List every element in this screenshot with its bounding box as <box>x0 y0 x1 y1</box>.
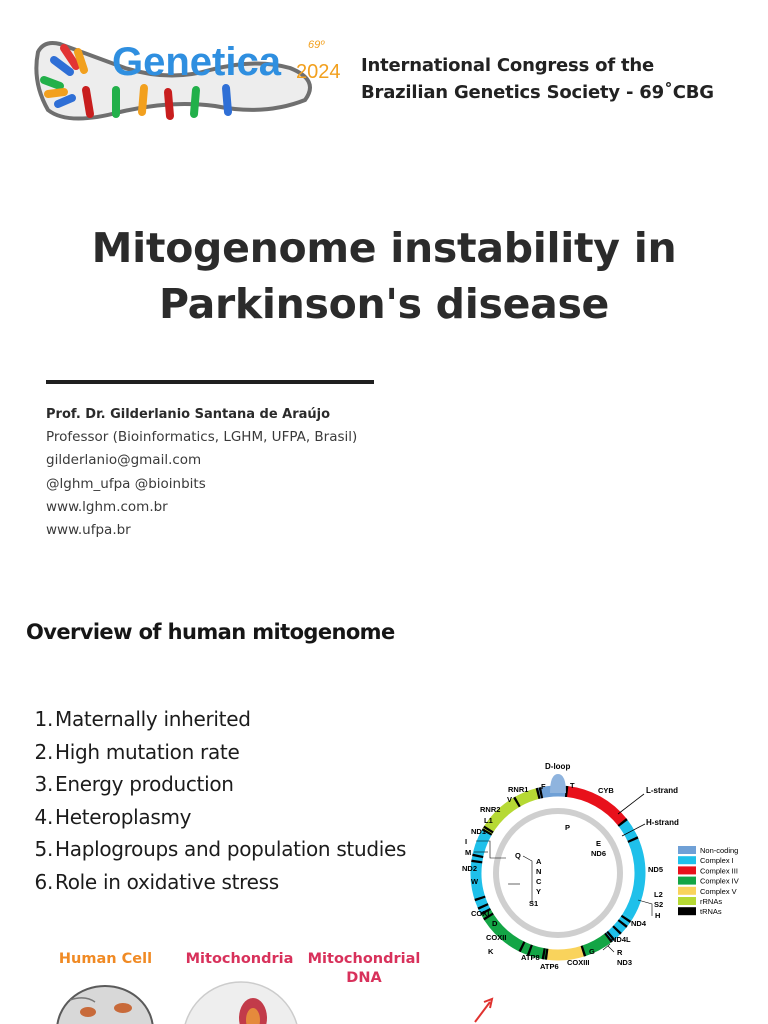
gene-label: V <box>507 795 513 804</box>
gene-label: H <box>655 911 661 920</box>
legend-label: Complex V <box>700 886 737 896</box>
trna-tick <box>486 831 487 833</box>
segment-coxiii <box>583 938 608 951</box>
divider <box>46 380 374 384</box>
author-block <box>46 403 357 542</box>
gene-label: Y <box>536 887 542 896</box>
trna-tick <box>537 793 539 794</box>
list-item <box>28 703 406 736</box>
section-title: Overview of human mitogenome <box>26 620 395 644</box>
list-item <box>28 833 406 866</box>
l-strand-label: L-strand <box>646 786 678 795</box>
trna-tick <box>632 839 633 841</box>
gene-label: L2 <box>654 890 663 899</box>
segment-atp6-atp8 <box>547 951 584 955</box>
gene-label: T <box>570 781 575 790</box>
d-loop-label: D-loop <box>545 762 571 771</box>
list-text: Heteroplasmy <box>55 804 192 829</box>
list-number: 1. <box>34 707 53 731</box>
title-line-2: Parkinson's disease <box>158 280 610 328</box>
list-number: 5. <box>34 837 53 861</box>
caption-line-2: DNA <box>346 970 382 986</box>
gene-label: I <box>465 837 468 846</box>
gene-label: M <box>465 848 472 857</box>
segment-nd5 <box>628 840 640 917</box>
congress-line-1: International Congress of the <box>361 55 655 76</box>
legend-label: tRNAs <box>700 907 722 917</box>
cell-illustrations <box>0 975 768 1024</box>
author-social[interactable]: @lghm_ufpa @bioinbits <box>46 475 206 492</box>
gene-label: D <box>492 919 498 928</box>
genetica-2024-logo <box>20 30 350 130</box>
mitochondria-illustration <box>183 982 299 1024</box>
gene-label: W <box>471 877 479 886</box>
logo-wordmark: Genetica <box>112 40 281 84</box>
legend-label: Non-coding <box>700 846 739 855</box>
caption-line-1: Mitochondrial <box>307 951 421 967</box>
author-affiliation: Professor (Bioinformatics, LGHM, UFPA, Brasil) <box>46 429 358 446</box>
l-strand-pointer <box>618 794 644 814</box>
trna-tick <box>625 918 626 920</box>
gene-label: ND1 <box>471 827 487 836</box>
author-email[interactable]: gilderlanio@gmail.com <box>46 452 202 469</box>
legend-swatch <box>678 856 696 864</box>
genome-ring <box>476 791 640 955</box>
trna-tick <box>529 950 531 951</box>
trna-tick <box>622 822 623 824</box>
gene-label: ATP6 <box>540 962 559 971</box>
legend-label: Complex I <box>700 856 734 866</box>
legend-label: Complex IV <box>700 876 739 886</box>
author-website-2[interactable]: www.ufpa.br <box>46 522 131 539</box>
gene-label: ND4L <box>611 935 631 944</box>
caption-mitochondria: Mitochondria <box>185 951 294 967</box>
segment-rnr1 <box>517 793 538 802</box>
gene-label: K <box>488 947 494 956</box>
gene-label: ND2 <box>462 864 478 873</box>
list-text: Energy production <box>55 772 234 796</box>
trna-tick <box>480 897 481 899</box>
gene-label: ATP8 <box>521 953 540 962</box>
legend-swatch <box>678 897 696 905</box>
legend-swatch <box>678 877 696 885</box>
gene-label: ND5 <box>648 865 664 874</box>
gene-label: A <box>536 857 542 866</box>
gene-label: COXII <box>486 933 507 942</box>
gene-label: COXIII <box>567 958 590 967</box>
gene-label: P <box>565 823 571 832</box>
gene-label: F <box>541 782 546 791</box>
list-item <box>28 801 406 834</box>
caption-human-cell: Human Cell <box>58 951 153 967</box>
congress-name <box>361 52 714 106</box>
list-item <box>28 866 406 899</box>
list-text: Maternally inherited <box>55 707 251 731</box>
list-text: Role in oxidative stress <box>55 869 279 894</box>
segment-nd2 <box>476 862 486 912</box>
overview-list <box>28 703 406 898</box>
author-name: Prof. Dr. Gilderlanio Santana de Araújo <box>46 407 331 422</box>
trna-tick <box>521 946 523 947</box>
h-strand-label: H-strand <box>646 818 679 827</box>
list-number: 3. <box>34 772 53 796</box>
list-number: 2. <box>34 739 53 764</box>
inner-strand <box>496 811 620 935</box>
gene-label: RNR1 <box>508 785 529 794</box>
human-cell-illustration <box>57 986 153 1024</box>
trna-tick <box>516 801 518 802</box>
segment-cyb <box>567 791 623 822</box>
title-line-1: Mitogenome instability in <box>91 224 677 272</box>
legend-label: Complex III <box>700 866 738 876</box>
gene-label: ND3 <box>617 958 633 967</box>
gene-label: COXI <box>471 909 490 918</box>
congress-line-2: Brazilian Genetics Society - 69˚CBG <box>361 82 714 103</box>
trna-tick <box>622 923 623 925</box>
gene-label: CYB <box>598 786 614 795</box>
mitogenome-map <box>448 748 758 973</box>
legend-swatch <box>678 846 696 854</box>
gene-label: ND6 <box>591 849 607 858</box>
gene-label: S2 <box>654 900 664 909</box>
gene-label: G <box>589 947 595 956</box>
gene-label: R <box>617 948 623 957</box>
legend-label: rRNAs <box>700 897 723 906</box>
gene-label: L1 <box>484 816 493 825</box>
trna-tick <box>488 829 489 831</box>
trna-tick <box>582 951 584 952</box>
legend-swatch <box>678 887 696 895</box>
logo-superscript: 69º <box>308 39 325 51</box>
trna-tick <box>608 937 610 938</box>
gene-label: ND4 <box>631 919 647 928</box>
author-website-1[interactable]: www.lghm.com.br <box>46 498 168 515</box>
page-title <box>0 220 768 332</box>
legend-swatch <box>678 866 696 874</box>
trna-tick <box>616 929 618 931</box>
gene-label: N <box>536 867 542 876</box>
legend-swatch <box>678 907 696 915</box>
list-text: High mutation rate <box>55 739 240 764</box>
list-number: 6. <box>34 869 53 894</box>
list-number: 4. <box>34 804 53 829</box>
gene-label: RNR2 <box>480 805 501 814</box>
list-text: Haplogroups and population studies <box>55 837 407 861</box>
d-loop-marker <box>550 774 566 793</box>
logo-year: 2024 <box>296 61 341 83</box>
trna-tick <box>483 905 484 907</box>
arrow-icon <box>475 999 492 1022</box>
legend <box>678 846 739 916</box>
gene-label: S1 <box>529 899 539 908</box>
gene-label: Q <box>515 851 521 860</box>
list-item <box>28 736 406 769</box>
gene-label: C <box>536 877 542 886</box>
gene-label: E <box>596 839 602 848</box>
list-item <box>28 768 406 801</box>
